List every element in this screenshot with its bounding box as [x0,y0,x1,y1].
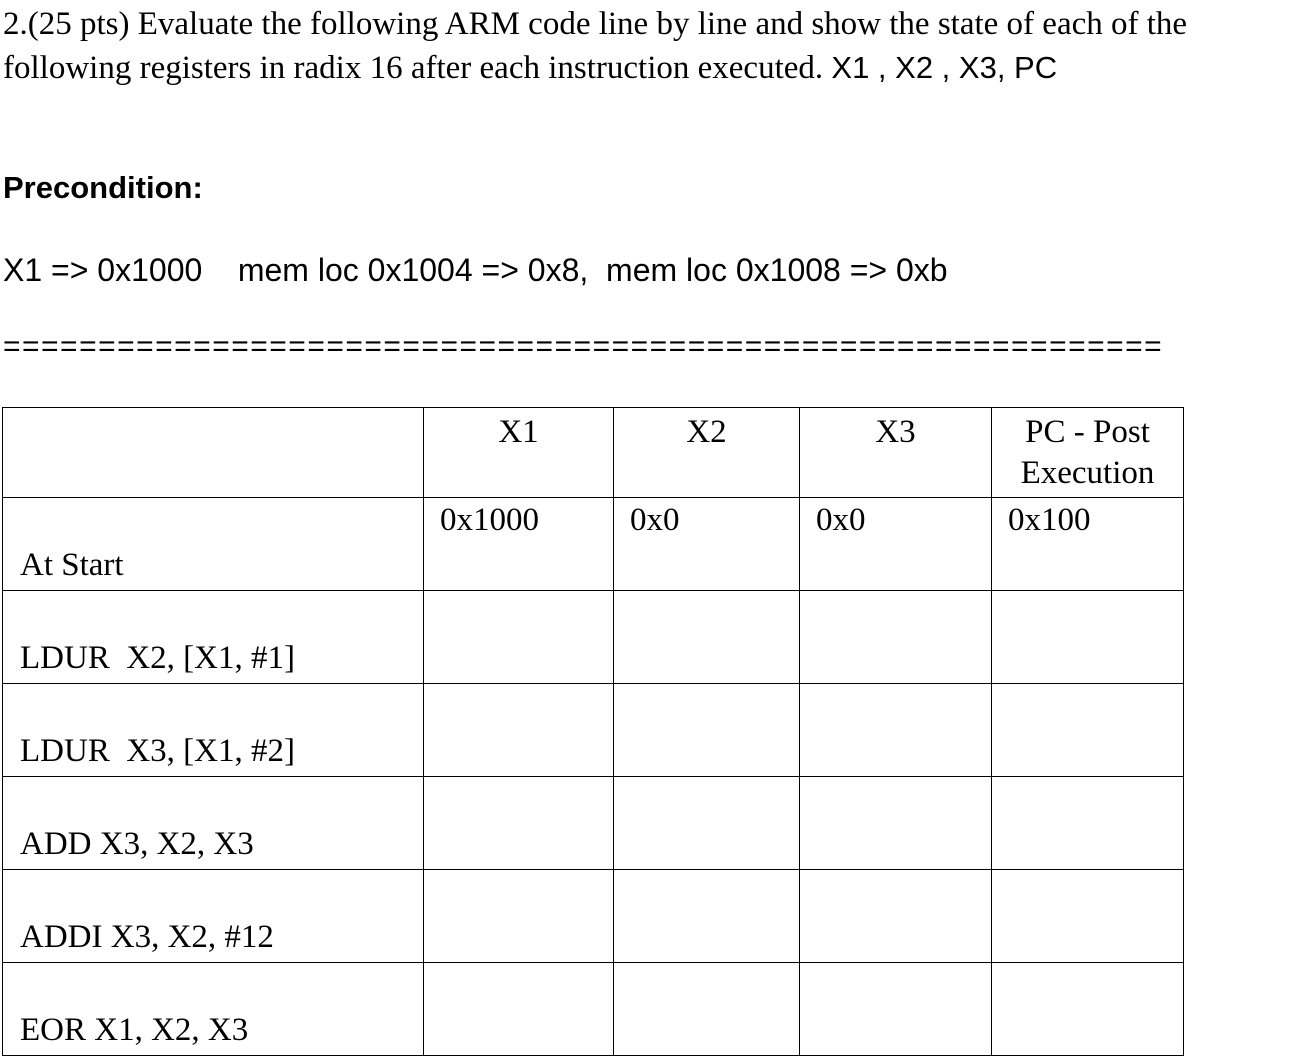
header-pc: PC - Post Execution [992,408,1184,498]
cell-pc[interactable] [992,963,1184,1056]
cell-pc[interactable] [992,777,1184,870]
table-row [3,777,1184,870]
row-label: At Start [3,498,424,591]
table-header-row [3,408,1184,498]
register-state-table [2,407,1184,1056]
cell-x2[interactable] [614,963,800,1056]
cell-x3[interactable] [800,684,992,777]
header-x3: X3 [800,408,992,498]
cell-x1[interactable] [424,963,614,1056]
cell-x1[interactable] [424,684,614,777]
question-text [3,2,1303,90]
divider: ============================================================= [3,330,1164,363]
cell-x3[interactable]: 0x0 [800,498,992,591]
header-cell-empty [3,408,424,498]
cell-x2[interactable] [614,870,800,963]
cell-x2[interactable] [614,684,800,777]
question-body: 2.(25 pts) Evaluate the following ARM code line by line and show the state of each of the following registers in radix 16 after each instruction executed. [3,6,1188,86]
cell-x3[interactable] [800,591,992,684]
row-label: LDUR X3, [X1, #2] [3,684,424,777]
table-row [3,870,1184,963]
table-row [3,963,1184,1056]
cell-x1[interactable] [424,591,614,684]
header-x2: X2 [614,408,800,498]
cell-x3[interactable] [800,777,992,870]
table-row [3,498,1184,591]
cell-pc[interactable]: 0x100 [992,498,1184,591]
cell-x3[interactable] [800,963,992,1056]
cell-x2[interactable]: 0x0 [614,498,800,591]
cell-x1[interactable] [424,777,614,870]
question-registers: X1 , X2 , X3, PC [831,50,1058,85]
row-label: EOR X1, X2, X3 [3,963,424,1056]
precondition-line: X1 => 0x1000 mem loc 0x1004 => 0x8, mem loc 0x1008 => 0xb [3,252,948,288]
cell-x1[interactable] [424,870,614,963]
table-row [3,684,1184,777]
cell-pc[interactable] [992,591,1184,684]
cell-x2[interactable] [614,777,800,870]
cell-x2[interactable] [614,591,800,684]
cell-pc[interactable] [992,870,1184,963]
cell-x1[interactable]: 0x1000 [424,498,614,591]
header-x1: X1 [424,408,614,498]
row-label: LDUR X2, [X1, #1] [3,591,424,684]
row-label: ADD X3, X2, X3 [3,777,424,870]
row-label: ADDI X3, X2, #12 [3,870,424,963]
cell-pc[interactable] [992,684,1184,777]
table-row [3,591,1184,684]
cell-x3[interactable] [800,870,992,963]
precondition-label: Precondition: [3,170,203,205]
